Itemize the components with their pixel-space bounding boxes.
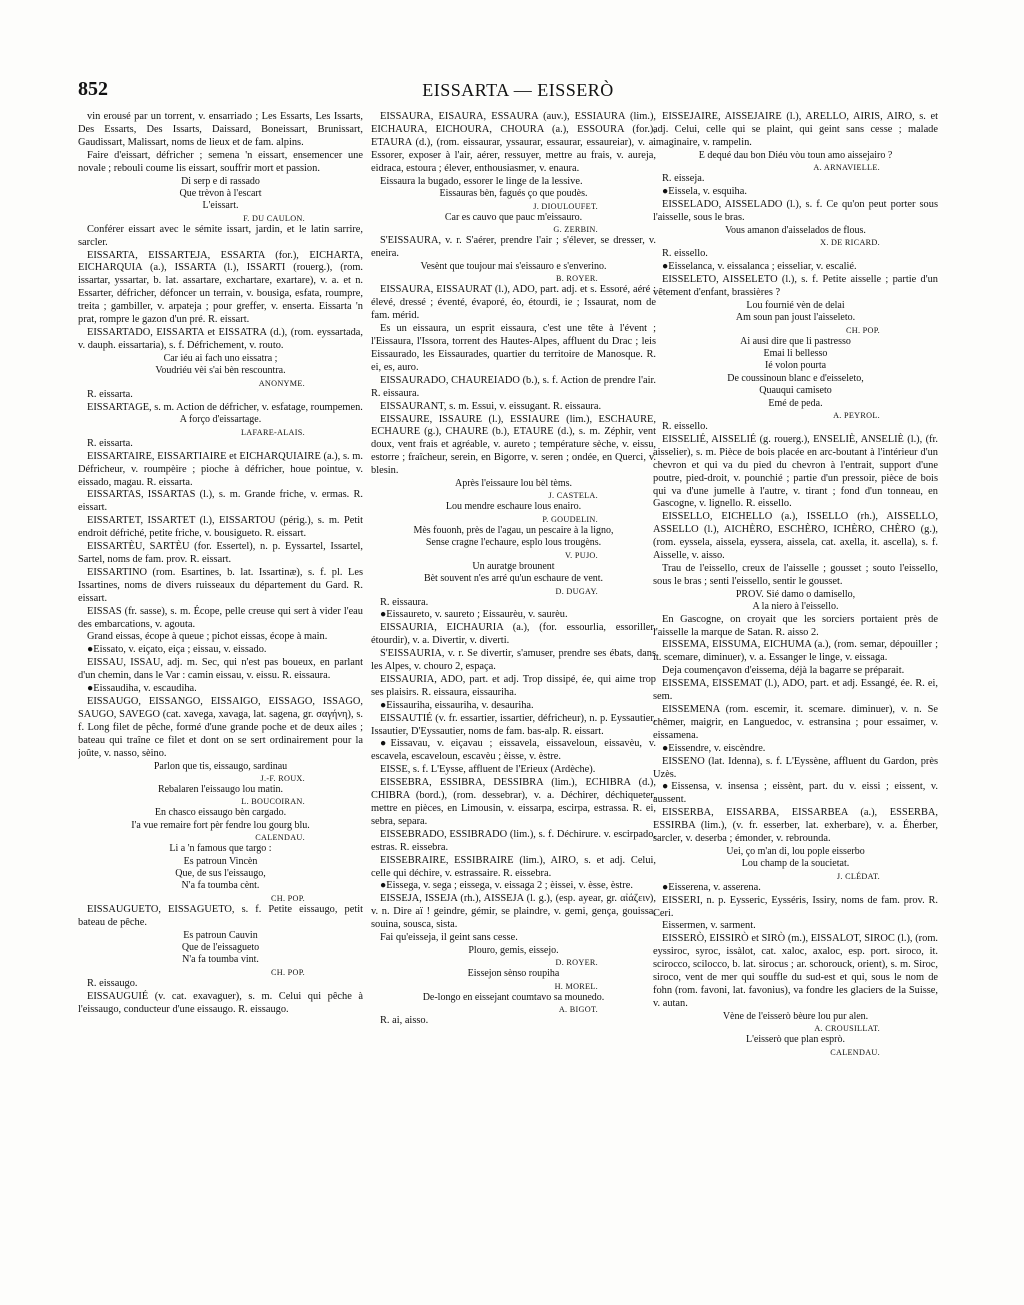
quotation-source: X. DE RICARD. [820,238,880,248]
quotation-line: PROV. Sié damo o damisello, [735,588,856,600]
entry-paragraph: S'EISSAURA, v. r. S'aérer, prendre l'air ; s'élever, se dresser, v. eneira. [371,235,656,260]
quotation-source: V. PUJO. [565,550,598,560]
entry-paragraph: Deja coumençavon d'eissema, déjà la bagarre se préparait. [662,665,905,677]
entry-paragraph: R. eissarta. [87,437,133,449]
quotation-source: A. BIGOT. [558,1005,598,1015]
quotation-source: J. DIOULOUFET. [533,201,598,211]
entry-paragraph: Grand eissas, écope à queue ; pichot eissas, écope à main. [87,631,328,643]
quotation-line: Un auratge brounent [472,560,555,572]
quotation-line: Di serp e di rassado [181,175,260,187]
entry-paragraph: EISSEJAIRE, AISSEJAIRE (l.), ARELLO, AIRIS, AIRO, s. et adj. Celui, celle qui se plaint, qui geint sans cesse ; malade imaginaire, v. rampelin. [653,111,938,148]
column-right [653,111,938,1261]
quotation-source: J. CASTELA. [548,491,598,501]
entry-paragraph: S'EISSAURIA, v. r. Se divertir, s'amuser, prendre ses ébats, dans les Alpes, v. chouro 2, espaça. [371,648,656,673]
quotation-source: CALENDAU. [255,833,305,843]
quotation-line: Quauqui camiseto [759,385,832,397]
quotation-line: Emé de peda. [768,397,823,409]
quotation-line: Lou champ de la soucietat. [741,858,850,870]
entry-paragraph: EISSENO (lat. Idenna), s. f. L'Eyssène, affluent du Gardon, près Uzès. [653,755,938,780]
entry-paragraph: R. ai, aisso. [380,1015,429,1027]
entry-paragraph: EISSELIÉ, AISSELIÉ (g. rouerg.), ENSELIÈ, ANSELIÈ (l.), (fr. aisselier), s. m. Pièce de bois placée en arc-boutant à l'intérieur d'un chevron et qui va du pied du chevron à l'entrait, support d'une poutre, pied-droit, v. pounchié ; partie d'un pressoir, pièce de bois qui va d'une jumelle à l'autre, v. tirant ; fond d'un tonneau, en Gascogne, v. lignello. R. eissello. [653,433,938,510]
quotation-line: Eissejon sènso roupiha [467,968,560,980]
quotation-line: Emai li bellesso [763,348,828,359]
quotation-source: G. ZERBIN. [553,225,598,235]
entry-paragraph: EISSELLO, EICHELLO (a.), ISSELLO (rh.), AISSELLO, ASSELLO (l.), AICHÈRO, ESCHÈRO, ICHÈRO, CHÈRO (g.), (rom. eyssela, aissela, eyssera, aissela, cat. axella, it. ascella), s. f. Aisselle, v. aisso. [653,511,938,562]
quotation-source: F. DU CAULON. [243,213,305,223]
quotation-line: Es patroun Cauvin [183,929,258,941]
quotation-source: H. MOREL. [554,981,598,991]
entry-paragraph: ●Eissaureto, v. saureto ; Eissaurèu, v. saurèu. [380,609,568,621]
entry-paragraph: EISSEJA, ISSEJA (rh.), AISSEJA (l. g.), (esp. ayear, gr. αἰάζειν), v. n. Dire aï ! geindre, gémir, se plaindre, v. gemi, gença, gouissa, souina, sousca, sista. [371,893,656,931]
quotation-line: Ai ausi dire que li pastresso [740,335,851,347]
entry-paragraph: EISSAURE, ISSAURE (l.), ESSIAURE (lim.), ESCHAURE, ECHAURE (g.), CHAURE (b.), ETAURE (d.), s. m. Zéphir, vent doux, vent frais et agréable, v. aureto ; température sèche, v. eissu, estorre ; fraîcheur, serein, en Bigorre, v. seren ; ondée, en Querci, v. blesin. [371,413,656,477]
entry-paragraph: R. eissello. [662,421,708,433]
quotation-line: N'a fa toumba vint. [182,954,259,966]
quotation-line: De-longo en eissejant coumtavo sa mounedo. [422,991,605,1003]
column-left [78,111,363,1261]
entry-paragraph: EISSEMA, EISSUMA, EICHUMA (a.), (rom. semar, dépouiller ; it. scemare, diminuer), v. a. Essanger le linge, v. eissaga. [653,639,938,664]
quotation-line: Que, de sus l'eissaugo, [175,867,266,879]
quotation-line: Car es cauvo que pauc m'eissauro. [444,211,583,223]
quotation-source: J.-F. ROUX. [260,773,305,783]
quotation-line: Vesènt que toujour mai s'eissauro e s'enverino. [420,261,607,273]
entry-paragraph: EISSELADO, AISSELADO (l.), s. f. Ce qu'on peut porter sous l'aisselle, sous le bras. [653,198,938,223]
quotation-line: N'a fa toumba cènt. [181,880,260,892]
quotation-line: Vous amanon d'aisselados de flous. [725,224,866,236]
quotation-source: A. CROUSILLAT. [814,1024,880,1034]
entry-paragraph: EISSERÒ, EISSIRÒ et SIRÒ (m.), EISSALOT, SIROC (l.), (rom. eyssiroc, syroc, issàlot, cat. xaloc, axaloc, esp. port. siroco, it. scirocco, scilocco, b. lat. sirocus ; ar. schorouck, orient), s. m. Siroc, siroco, vent de mer qui souffle du sud-est et qui, sous le nom de fohn (rom. favoni, lat. favonius), va fondre les glaciers de la Suisse, v. autan. [653,933,938,1009]
entry-paragraph: Fai qu'eisseja, il geint sans cesse. [380,932,518,944]
entry-paragraph: Eissermen, v. sarment. [662,920,756,932]
quotation-line: L'eisserò que plan esprò. [746,1034,845,1046]
entry-paragraph: EISSEMA, EISSEMAT (l.), ADO, part. et adj. Essangé, ée. R. ei, sem. [653,678,938,703]
entry-paragraph: ●Eissensa, v. insensa ; eissènt, part. du v. eissi ; eissent, v. aussent. [653,781,938,806]
quotation-line: Sense cragne l'echaure, esplo lous trougèns. [425,537,602,549]
entry-paragraph: ●Eissaudiha, v. escaudiha. [87,683,197,695]
quotation-line: Parlon que tis, eissaugo, sardinau [153,760,288,772]
entry-paragraph: EISSEMENA (rom. escemir, it. scemare. diminuer), v. n. Se chêmer, maigrir, en Languedoc, v. estransina ; pour essaimer, v. eissamena. [653,703,938,741]
entry-paragraph: R. eissello. [662,248,708,260]
entry-paragraph: EISSEBRADO, ESSIBRADO (lim.), s. f. Déchirure. v. escirpado, estras. R. eissebra. [371,828,656,853]
quotation-source: CH. POP. [270,893,305,903]
entry-paragraph: EISSAUGO, EISSANGO, EISSAIGO, EISSAGO, ISSAGO, SAUGO, SAVEGO (cat. xavega, xavaga, lat. sagena, gr. σαγήνη), s. f. Long filet de pêche, formé d'une grande poche et de deux ailes ; bateau qui traîne ce filet et dont on se sert ordinairement pour la joûte, v. nasso, sèino. [78,695,363,759]
quotation-source: P. GOUDELIN. [542,514,598,524]
entry-paragraph: Faire d'eissart, défricher ; semena 'n eissart, ensemencer une novale ; rebouli coume lis eissart, souffrir mort et passion. [78,149,363,174]
entry-paragraph: EISSAUGUETO, EISSAGUETO, s. f. Petite eissaugo, petit bateau de pêche. [78,903,363,928]
entry-paragraph: EISSAURA, EISAURA, ESSAURA (auv.), ESSIAURA (lim.), EICHAURA, EICHOURA, CHOURA (a.), ESSOURA (for.), ETAURA (d.), (rom. eissaurar, yssaurar, essaurar, essaureiar), v. a. Essorer, exposer à l'air, aérer, ressuyer, mettre au frais, v. aureja, eidraca, estoura ; élever, enthousiasmer, v. enaura. [371,111,656,174]
quotation-source: D. ROYER. [555,958,598,968]
entry-paragraph: EISSARTA, EISSARTEJA, ESSARTA (for.), EICHARTA, EICHARQUIA (a.), ISSARTA (l.), ISSARTI (rouerg.), (rom. issartar, yssartar, b. lat. assartare, exchartare, exartare), v. a. et n. Essarter, défricher, défoncer un terrain, v. bousiga, esfata, roumpre, treita ; gambiller, v. arpateja ; pour greffer, v. ensertа. Eissarta 'n prat, rompre le gazon d'un pré. R. eissart. [78,249,363,326]
entry-paragraph: Eissaura la bugado, essorer le linge de la lessive. [380,175,583,187]
entry-paragraph: EISSAU, ISSAU, adj. m. Sec, qui n'est pas boueux, en parlant d'un chemin, dans le Var : camin eissau, v. eissu. R. eissaura. [78,657,363,682]
quotation-source: J. CLÉDAT. [836,871,880,881]
quotation-line: Bèt souvent n'es arré qu'un eschaure de vent. [423,573,604,585]
entry-paragraph: EISSARTAGE, s. m. Action de défricher, v. esfatage, roumpemen. [87,401,363,413]
entry-paragraph: EISSAS (fr. sasse), s. m. Écope, pelle creuse qui sert à vider l'eau des embarcations, v. agouta. [78,605,363,630]
quotation-line: A la niero à l'eissello. [752,601,839,613]
quotation-source: D. DUGAY. [555,586,598,596]
quotation-line: Rebalaren l'eissaugo lou matin. [157,783,284,795]
entry-paragraph: EISSARTAS, ISSARTAS (l.), s. m. Grande friche, v. ermas. R. eissart. [78,489,363,514]
quotation-line: De coussinoun blanc e d'eisseleto, [727,372,864,384]
quotation-line: I'a vue remaire fort pèr fendre lou gourg blu. [131,819,310,831]
quotation-source: L. BOUCOIRAN. [241,797,305,807]
entry-paragraph: R. eisseja. [662,173,705,185]
entry-paragraph: EISSERI, n. p. Eysseric, Eysséris, Issiry, noms de fam. prov. R. Ceri. [653,894,938,919]
quotation-line: En chasco eissaugo bèn cargado. [154,807,287,819]
quotation-line: Que de l'eissagueto [181,941,260,953]
quotation-line: Am soun pan joust l'aisseleto. [735,312,856,324]
entry-paragraph: Es un eissaura, un esprit eissaura, c'est une tête à l'évent ; l'Eissaura, l'Issora, torrent des Hautes-Alpes, affluent du Drac ; leis Eissaurado, les Eissaurades, quartier du territoire de Manosque. R. ei, es, auro. [371,323,656,373]
entry-paragraph: EISSAURANT, s. m. Essui, v. eissugant. R. eissaura. [380,400,602,412]
quotation-line: Après l'eissaure lou bèl tèms. [454,478,573,490]
entry-paragraph: ●Eissato, v. eiçato, eiça ; eissau, v. eissado. [87,644,267,656]
entry-paragraph: EISSAURIA, ADO, part. et adj. Trop dissipé, ée, qui aime trop ses plaisirs. R. eissaura, eissauriha. [371,673,656,698]
entry-paragraph: EISSEBRA, ESSIBRA, DESSIBRA (lim.), ECHIBRA (d.), CHIBRA (bord.), (rom. dessebrar), v. a. Déchirer, déchiqueter, mettre en pièces, en Limousin, v. eissarpa, escirpa, estrassa. R. ei, sebra, separa. [371,777,656,827]
quotation-source: A. PEYROL. [833,411,880,421]
entry-paragraph: EISSERBA, EISSARBA, EISSARBEA (a.), ESSERBA, ESSIRBA (lim.), (v. fr. esserber, lat. exherbare), v. a. Éherber, sarcler, v. deserba ; émonder, v. rebrounda. [653,807,938,845]
entry-paragraph: ●Eisselanca, v. eissalanca ; eisseliar, v. escalié. [662,261,857,273]
entry-paragraph: R. eissaura. [380,596,429,608]
quotation-line: Mès fouonh, près de l'agau, un pescaire à la ligno, [413,524,614,536]
column-middle [371,111,656,1261]
entry-paragraph: EISSARTINO (rom. Esartines, b. lat. Issartinæ), s. f. pl. Les Issartines, noms de divers ruisseaux du département du Gard. R. eissart. [78,566,363,604]
entry-paragraph: EISSARTAIRE, EISSARTIAIRE et EICHARQUIAIRE (a.), s. m. Défricheur, v. roumpèire ; pioche à défricher, houe pointue, v. eissado, magau. R. eissarta. [78,450,363,488]
quotation-line: L'eissart. [202,200,239,212]
quotation-line: Lou fournié vèn de delai [746,299,845,311]
entry-paragraph: EISSAURADO, CHAUREIADO (b.), s. f. Action de prendre l'air. R. eissaura. [371,374,656,399]
quotation-line: Uei, ço m'an di, lou pople eisserbo [726,845,865,857]
entry-paragraph: ●Eissendre, v. eiscèndre. [662,742,766,754]
entry-paragraph: EISSAUTIÉ (v. fr. essartier, issartier, défricheur), n. p. Eyssautier, Issautier, D'Eyssautier, noms de fam. bas-alp. R. eissart. [371,712,656,737]
entry-paragraph: EISSELETO, AISSELETO (l.), s. f. Petite aisselle ; partie d'un vêtement d'enfant, brassières ? [653,273,938,298]
quotation-line: Car iéu ai fach uno eissatra ; [163,352,278,364]
entry-paragraph: EISSARTÈU, SARTÈU (for. Essertel), n. p. Eyssartel, Issartel, Sartel, noms de fam. prov. R. eissart. [78,541,363,565]
entry-paragraph: Trau de l'eissello, creux de l'aisselle ; gousset ; souto l'eissello, sous le bras ; senti l'eissello, sentir le gousset. [653,563,938,587]
quotation-line: Ié volon pourta [764,360,827,372]
entry-paragraph: Conférer eissart avec le sémite issart, jardin, et le latin sarrire, sarcler. [78,223,363,248]
quotation-line: A forço d'eissartage. [179,414,262,426]
quotation-line: Lou mendre eschaure lous enairo. [445,501,582,513]
quotation-line: E dequé dau bon Diéu vòu toun amo aissejairo ? [698,149,893,161]
quotation-source: CALENDAU. [830,1047,880,1057]
entry-paragraph: ●Eissela, v. esquiha. [662,186,747,198]
entry-paragraph: vin erousé par un torrent, v. ensarriado ; Les Essarts, Les Issarts, Des Essarts, Des Issarts, Daissard, Boneissart, Brunissart, Gaudissart, Malissart, noms de lieux et de fam. alpins. [78,111,363,148]
entry-paragraph: ●Eissauriha, eissauriha, v. desauriha. [380,699,534,711]
quotation-source: ANONYME. [258,378,305,388]
entry-paragraph: EISSAUGUIÉ (v. cat. exavaguer), s. m. Celui qui pêche à l'eissaugo, conducteur d'une eissaugo. R. eissaugo. [78,990,363,1015]
page-number: 852 [78,78,108,100]
quotation-source: B. ROYER. [555,274,598,284]
entry-paragraph: EISSAURA, EISSAURAT (l.), ADO, part. adj. et s. Essoré, aéré ; élevé, dressé ; éventé, évaporé, éo, étourdi, ie ; Issaurat, nom de fam. mérid. [371,284,656,322]
quotation-source: A. ARNAVIELLE. [813,163,880,173]
entry-paragraph: EISSEBRAIRE, ESSIBRAIRE (lim.), AIRO, s. et adj. Celui, celle qui déchire, v. estrassaire. R. eissebra. [371,854,656,879]
running-header [78,78,958,108]
entry-paragraph: En Gascogne, on croyait que les sorciers portaient près de l'aisselle la marque de Satan. R. aisso 2. [653,613,938,638]
quotation-source: CH. POP. [845,325,880,335]
quotation-line: Voudriéu vèi s'ai bèn rescountra. [155,365,286,377]
quotation-line: Plouro, gemis, eissejo. [468,944,559,956]
entry-paragraph: EISSARTADO, EISSARTA et EISSATRA (d.), (rom. eyssartada, v. dauph. eissartaria), s. f. Défrichement, v. routo. [78,327,363,351]
quotation-source: LAFARE-ALAIS. [240,427,305,437]
entry-paragraph: EISSE, s. f. L'Eysse, affluent de l'Erieux (Ardèche). [380,764,596,776]
entry-paragraph: EISSARTET, ISSARTET (l.), EISSARTOU (périg.), s. m. Petit endroit défriché, petite friche, v. bousigueto. R. eissart. [78,515,363,540]
quotation-line: Vène de l'eisserò bèure lou pur alen. [722,1010,869,1022]
quotation-line: Eissauras bèn, fagués ço que poudès. [439,188,588,200]
entry-paragraph: R. eissarta. [87,388,133,400]
entry-paragraph: ●Eisserena, v. asserena. [662,881,761,893]
quotation-source: CH. POP. [270,967,305,977]
entry-paragraph: R. eissaugo. [87,977,138,989]
entry-paragraph: EISSAURIA, EICHAURIA (a.), (for. essourlia, essoriller, étourdir), v. a. Divertir, v. diverti. [371,622,656,647]
quotation-line: Li a 'n famous que targo : [169,843,272,855]
entry-paragraph: ●Eissavau, v. eiçavau ; eissavela, eissaveloun, eissavèu, v. escavela, escaveloun, escavèu ; èisse, v. èstre. [371,738,656,763]
running-title: EISSARTA — EISSERÒ [422,80,614,100]
entry-paragraph: ●Eissega, v. sega ; eissega, v. eissaga 2 ; èissei, v. èsse, èstre. [380,880,633,892]
quotation-line: Que trèvon à l'escart [179,187,262,199]
quotation-line: Es patroun Vincèn [183,855,258,867]
